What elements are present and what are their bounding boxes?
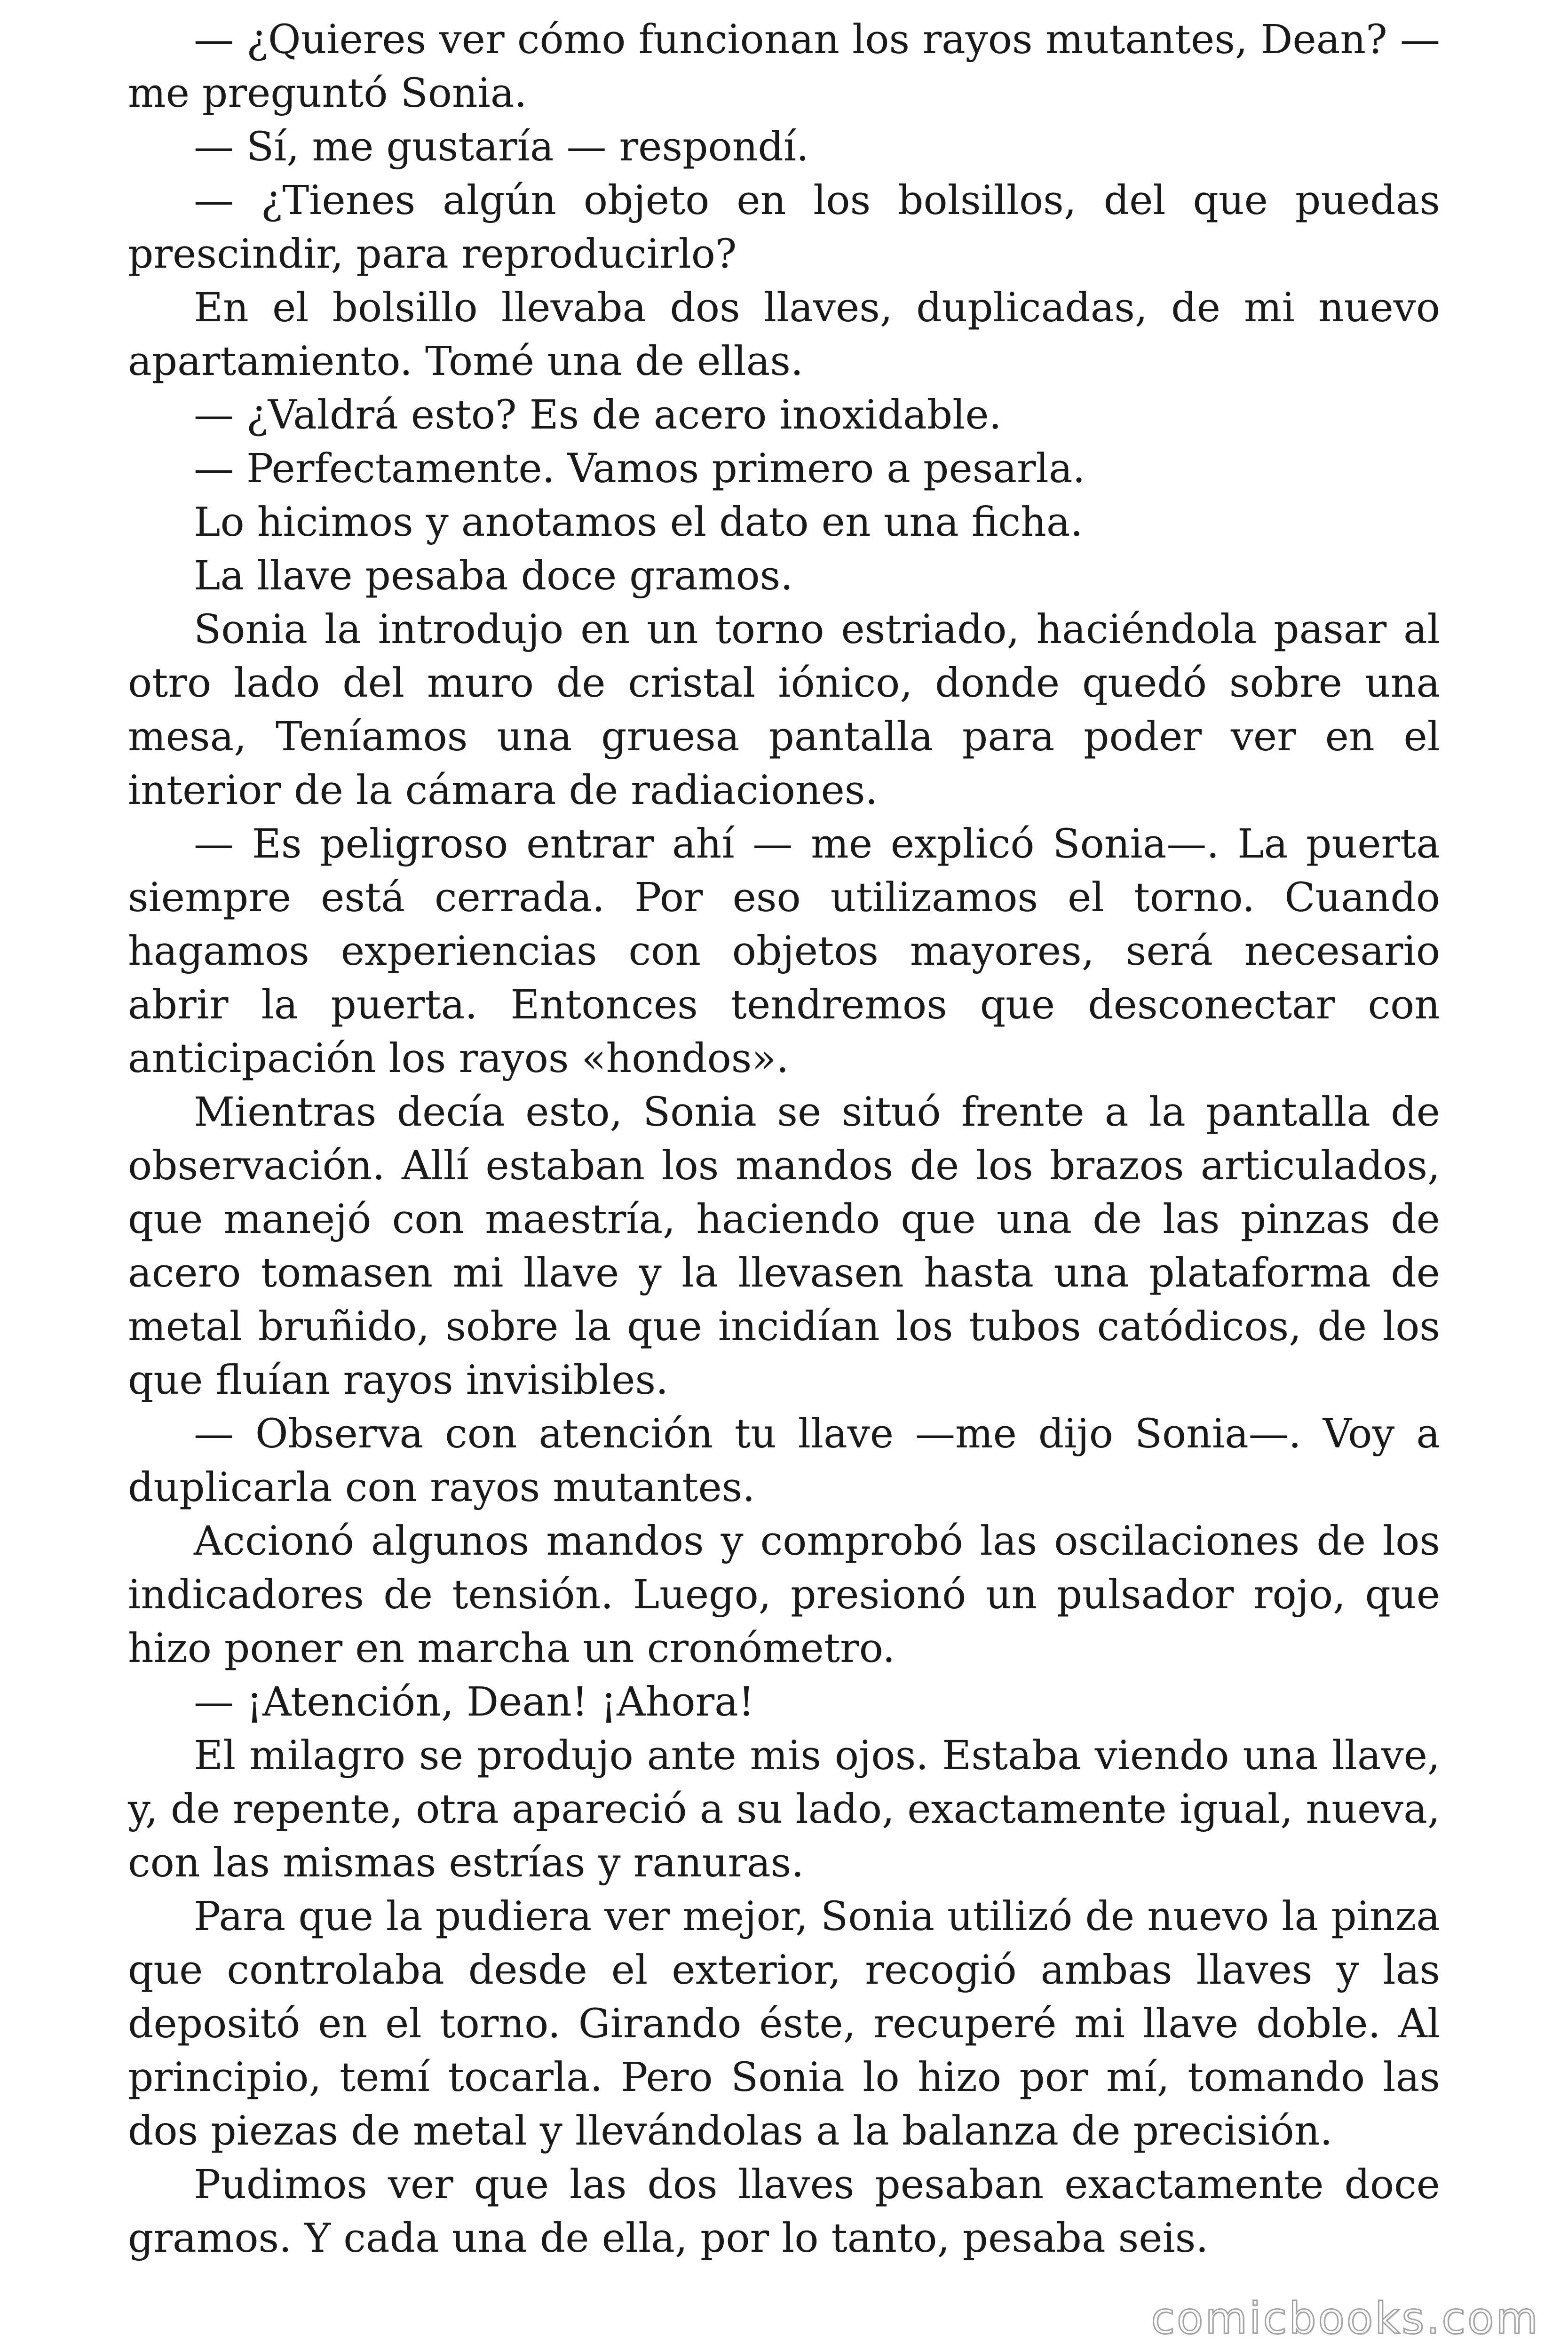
paragraph: Lo hicimos y anotamos el dato en una ficha. [194, 499, 1083, 546]
book-page-text [128, 13, 1440, 2265]
paragraph: En el bolsillo llevaba dos llaves, duplicadas, de mi nuevo apartamiento. Tomé una de ellas. [128, 285, 1440, 385]
paragraph: — ¿Quieres ver cómo funcionan los rayos mutantes, Dean? —me preguntó Sonia. [128, 16, 1440, 117]
paragraph: Accionó algunos mandos y comprobó las oscilaciones de los indicadores de tensión. Luego, presionó un pulsador rojo, que hizo poner en marcha un cronómetro. [128, 1518, 1440, 1672]
paragraph: — Perfectamente. Vamos primero a pesarla. [194, 445, 1085, 492]
paragraph: — Sí, me gustaría — respondí. [194, 124, 809, 170]
paragraph: — ¿Valdrá esto? Es de acero inoxidable. [194, 392, 1002, 438]
paragraph: — ¡Atención, Dean! ¡Ahora! [194, 1679, 754, 1725]
paragraph: Pudimos ver que las dos llaves pesaban exactamente doce gramos. Y cada una de ella, por lo tanto, pesaba seis. [128, 2161, 1440, 2262]
paragraph: — ¿Tienes algún objeto en los bolsillos, del que puedas prescindir, para reproducirlo? [128, 177, 1440, 278]
paragraph: — Observa con atención tu llave —me dijo Sonia—. Voy a duplicarla con rayos mutantes. [128, 1411, 1440, 1511]
paragraph: Mientras decía esto, Sonia se situó frente a la pantalla de observación. Allí estaban los mandos de los brazos articulados, que manejó con maestría, haciendo que una de las pinzas de acero tomasen mi llave y la llevasen hasta una plataforma de metal bruñido, sobre la que incidían los tubos catódicos, de los que fluían rayos invisibles. [128, 1089, 1440, 1404]
paragraph: El milagro se produjo ante mis ojos. Estaba viendo una llave, y, de repente, otra apareció a su lado, exactamente igual, nueva, con las mismas estrías y ranuras. [128, 1732, 1440, 1886]
paragraph: Sonia la introdujo en un torno estriado, haciéndola pasar al otro lado del muro de cristal iónico, donde quedó sobre una mesa, Teníamos una gruesa pantalla para poder ver en el interior de la cámara de radiaciones. [128, 606, 1440, 814]
paragraph: La llave pesaba doce gramos. [194, 553, 793, 599]
watermark: comicbooks.com [1151, 2293, 1540, 2344]
paragraph: — Es peligroso entrar ahí — me explicó Sonia—. La puerta siempre está cerrada. Por eso utilizamos el torno. Cuando hagamos experiencias con objetos mayores, será necesario abrir la puerta. Entonces tendremos que desconectar con anticipación los rayos «hondos». [128, 821, 1440, 1082]
paragraph: Para que la pudiera ver mejor, Sonia utilizó de nuevo la pinza que controlaba desde el exterior, recogió ambas llaves y las depositó en el torno. Girando éste, recuperé mi llave doble. Al principio, temí tocarla. Pero Sonia lo hizo por mí, tomando las dos piezas de metal y llevándolas a la balanza de precisión. [128, 1893, 1440, 2154]
